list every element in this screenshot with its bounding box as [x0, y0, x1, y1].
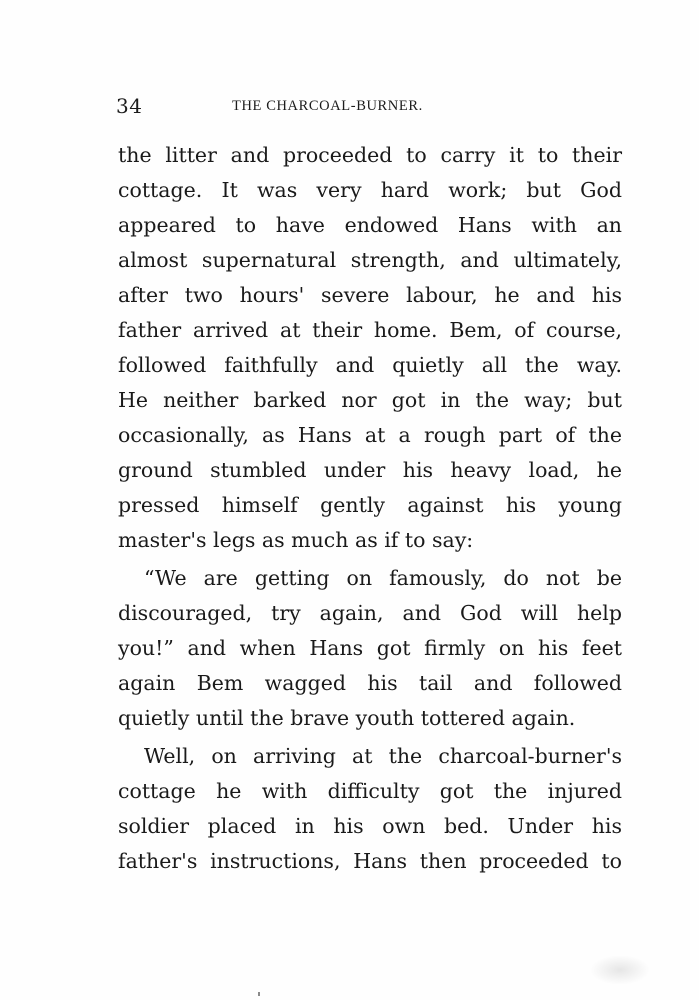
- running-head: [116, 92, 622, 122]
- text-line: “We are getting on famously, do not be: [144, 566, 622, 590]
- text-line: after two hours' severe labour, he and his: [118, 283, 622, 307]
- paragraph-1: [118, 138, 622, 558]
- text-line: discouraged, try again, and God will help: [118, 601, 622, 625]
- text-line: cottage he with difficulty got the injured: [118, 779, 622, 803]
- text-line: father arrived at their home. Bem, of course,: [118, 318, 622, 342]
- text-line: soldier placed in his own bed. Under his: [118, 814, 622, 838]
- page-number: 34: [116, 94, 143, 118]
- paper-speck: [258, 992, 260, 996]
- running-title: THE CHARCOAL-BURNER.: [232, 98, 423, 114]
- text-line: father's instructions, Hans then proceeded to: [118, 849, 622, 873]
- paragraph-2: [118, 561, 622, 736]
- paper-smudge: [590, 955, 650, 985]
- text-line: almost supernatural strength, and ultimately,: [118, 248, 622, 272]
- body-text: [118, 138, 622, 879]
- text-line: you!” and when Hans got firmly on his feet: [118, 636, 622, 660]
- text-line: followed faithfully and quietly all the way.: [118, 353, 622, 377]
- text-line: Well, on arriving at the charcoal-burner's: [144, 744, 622, 768]
- text-line: again Bem wagged his tail and followed: [118, 671, 622, 695]
- text-line: quietly until the brave youth tottered again.: [118, 706, 576, 730]
- text-line: He neither barked nor got in the way; but: [118, 388, 622, 412]
- text-line: master's legs as much as if to say:: [118, 528, 474, 552]
- text-line: cottage. It was very hard work; but God: [118, 178, 622, 202]
- text-line: occasionally, as Hans at a rough part of the: [118, 423, 622, 447]
- text-line: the litter and proceeded to carry it to their: [118, 143, 622, 167]
- text-line: pressed himself gently against his young: [118, 493, 622, 517]
- text-line: ground stumbled under his heavy load, he: [118, 458, 622, 482]
- paragraph-3: [118, 739, 622, 879]
- text-line: appeared to have endowed Hans with an: [118, 213, 622, 237]
